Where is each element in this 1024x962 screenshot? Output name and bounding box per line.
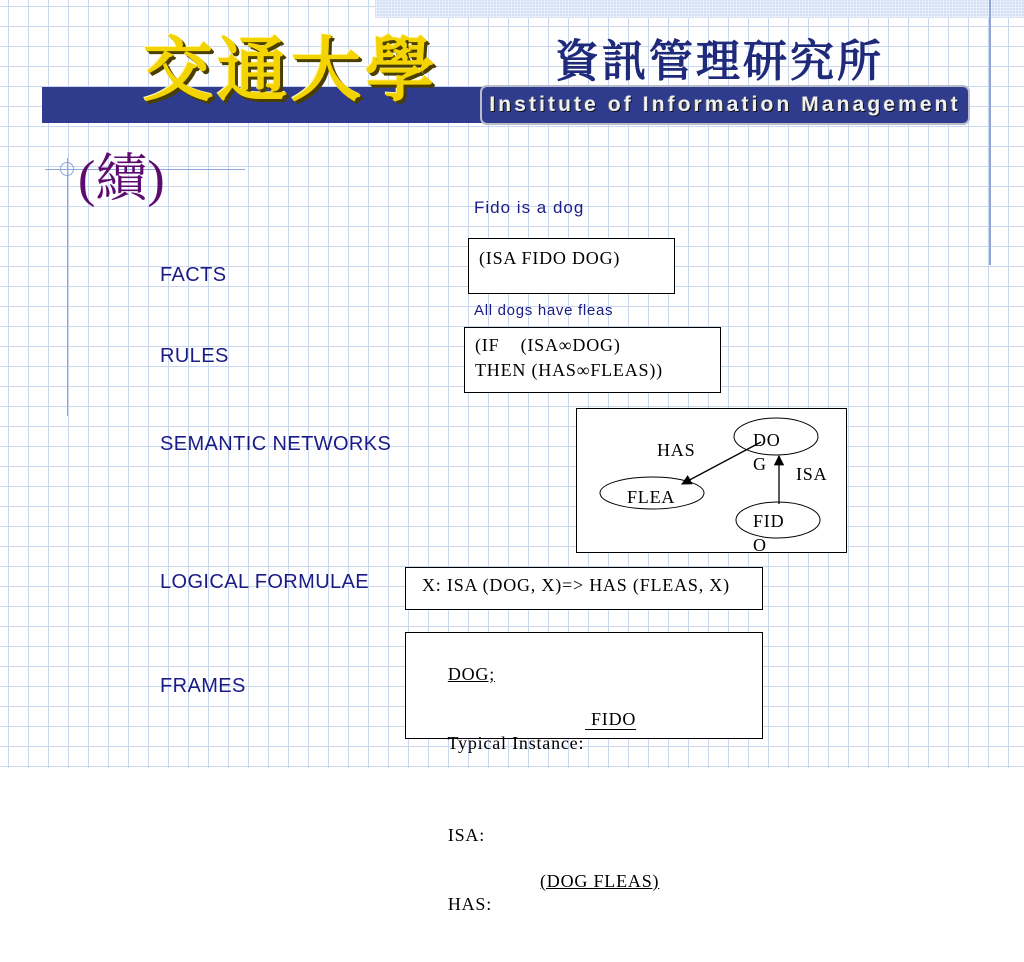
rules-line-1: (IF (ISA∞DOG) [475, 335, 621, 355]
frame-name-row [416, 640, 762, 709]
slide-title: (續) [78, 151, 165, 208]
facts-box [468, 238, 675, 294]
top-dotted-strip [375, 0, 1024, 18]
label-logical-formulae: LOGICAL FORMULAE [160, 571, 370, 593]
title-vertical-rule [67, 158, 68, 416]
rules-caption: All dogs have fleas [474, 302, 614, 319]
frame-slot-value: FIDO [585, 709, 636, 730]
semantic-network-diagram [576, 408, 847, 553]
frame-slot-row [416, 709, 762, 801]
logical-formula-box [405, 567, 763, 610]
flea-node-label: FLEA [627, 487, 676, 507]
frame-slot-name: Typical Instance: [447, 733, 585, 753]
department-name-text: 資訊管理研究所 [555, 36, 884, 87]
frame-slot-row [416, 870, 762, 962]
frame-slot-name: HAS: [447, 894, 493, 914]
label-semantic-networks: SEMANTIC NETWORKS [160, 433, 392, 455]
logical-formula-text: X: ISA (DOG, X)=> HAS (FLEAS, X) [422, 575, 730, 595]
facts-expression: (ISA FIDO DOG) [479, 248, 621, 268]
right-vertical-rule [989, 0, 991, 265]
dog-node-label-line-1: DO [753, 430, 781, 450]
has-edge-label: HAS [657, 440, 696, 460]
frame-box [405, 632, 763, 914]
institute-name-plate [480, 85, 970, 125]
title-bullet-circle [60, 162, 74, 176]
label-rules: RULES [160, 345, 229, 367]
institute-name-text: Institute of Information Management [489, 93, 961, 116]
fido-node-label-line-1: FID [753, 511, 785, 531]
semantic-network-box [576, 408, 847, 553]
frame-slot-row [416, 801, 762, 870]
label-frames: FRAMES [160, 675, 246, 697]
fido-node-label-line-2: O [753, 535, 767, 555]
dog-node-label-line-2: G [753, 454, 767, 474]
label-facts: FACTS [160, 264, 227, 286]
isa-edge-label: ISA [796, 464, 828, 484]
university-logo-text: 交通大學 [143, 29, 439, 111]
frame-slot-name: ISA: [447, 825, 486, 845]
rules-line-2: THEN (HAS∞FLEAS)) [475, 360, 663, 380]
rules-box [464, 327, 721, 393]
facts-caption: Fido is a dog [474, 198, 585, 217]
frame-slot-value: (DOG FLEAS) [540, 871, 660, 891]
frame-name: DOG; [447, 664, 496, 684]
